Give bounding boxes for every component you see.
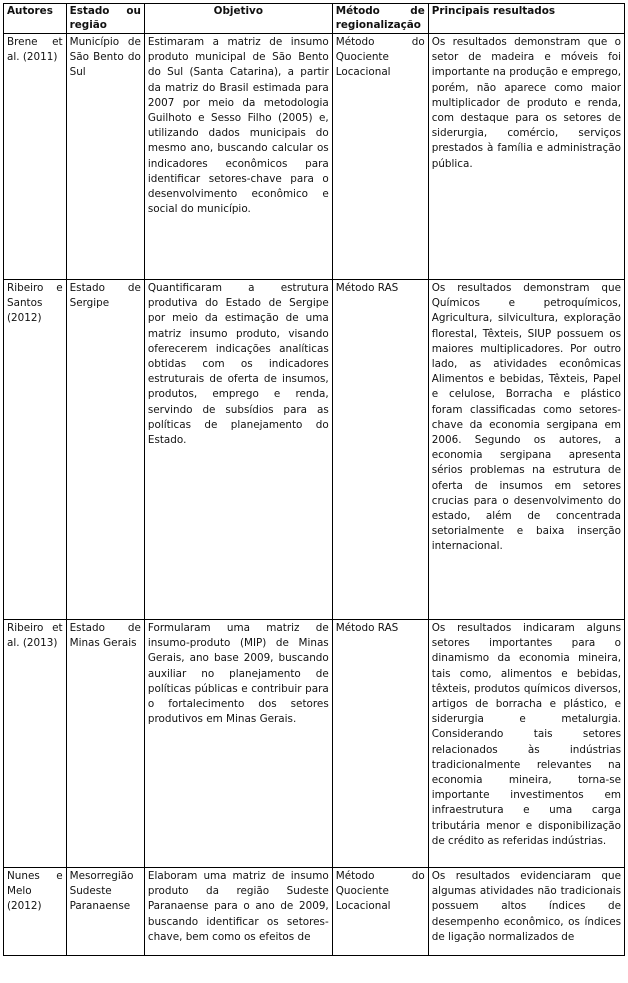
table-row [4, 868, 625, 956]
cell-region: Estado de Sergipe [66, 280, 144, 620]
cell-method: Método RAS [332, 280, 428, 620]
cell-author: Ribeiro e Santos (2012) [4, 280, 67, 620]
cell-method: Método do Quociente Locacional [332, 34, 428, 280]
cell-author: Ribeiro et al. (2013) [4, 620, 67, 868]
cell-region: Mesorregião Sudeste Paranaense [66, 868, 144, 956]
regional-io-studies-table [3, 3, 625, 956]
cell-method: Método do Quociente Locacional [332, 868, 428, 956]
header-objetivo: Objetivo [144, 4, 332, 34]
cell-region: Estado de Minas Gerais [66, 620, 144, 868]
cell-objective: Estimaram a matriz de insumo produto municipal de São Bento do Sul (Santa Catarina), a partir da matriz do Brasil estimada para 2007 por meio da metodologia Guilhoto e Sesso Filho (2005) e, utilizando dados municipais do mesmo ano, buscando calcular os indicadores econômicos para identificar setores-chave para o desenvolvimento econômico e social do município. [144, 34, 332, 280]
cell-author: Brene et al. (2011) [4, 34, 67, 280]
cell-results: Os resultados evidenciaram que algumas atividades não tradicionais possuem altos índices de desempenho econômico, os índices de ligação normalizados de [428, 868, 624, 956]
cell-method: Método RAS [332, 620, 428, 868]
cell-results: Os resultados indicaram alguns setores importantes para o dinamismo da economia mineira, tais como, alimentos e bebidas, têxteis, produtos químicos diversos, artigos de borracha e plástico, e siderurgia e metalurgia. Considerando tais setores relacionados às indústrias tradicionalmente relevantes na economia mineira, torna-se importante investimentos em infraestrutura e uma carga tributária menor e disponibilização de crédito as referidas indústrias. [428, 620, 624, 868]
cell-results: Os resultados demonstram que Químicos e petroquímicos, Agricultura, silvicultura, exploração florestal, Têxteis, SIUP possuem os maiores multiplicadores. Por outro lado, as atividades econômicas Alimentos e bebidas, Têxteis, Papel e celulose, Borracha e plástico foram classificadas como setores-chave da economia sergipana em 2006. Segundo os autores, a economia sergipana apresenta sérios problemas na estrutura de oferta de insumos em setores crucias para o desenvolvimento do estado, além de concentrada setorialmente e baixa inserção internacional. [428, 280, 624, 620]
cell-objective: Quantificaram a estrutura produtiva do Estado de Sergipe por meio da estimação de uma matriz insumo produto, visando oferecerem indicações analíticas obtidas com os indicadores estruturais de oferta de insumos, produtos, emprego e renda, servindo de subsídios para as políticas de planejamento do Estado. [144, 280, 332, 620]
cell-region: Município de São Bento do Sul [66, 34, 144, 280]
cell-results: Os resultados demonstram que o setor de madeira e móveis foi importante na produção e emprego, porém, não aparece como maior multiplicador de produto e renda, com destaque para os setores de siderurgia, comércio, serviços prestados à família e administração pública. [428, 34, 624, 280]
header-resultados: Principais resultados [428, 4, 624, 34]
cell-objective: Formularam uma matriz de insumo-produto (MIP) de Minas Gerais, ano base 2009, buscando auxiliar no planejamento de políticas públicas e contribuir para o fortalecimento dos setores produtivos em Minas Gerais. [144, 620, 332, 868]
header-autores: Autores [4, 4, 67, 34]
header-estado-regiao: Estado ou região [66, 4, 144, 34]
table-header-row [4, 4, 625, 34]
cell-author: Nunes e Melo (2012) [4, 868, 67, 956]
table-row [4, 620, 625, 868]
table-row [4, 34, 625, 280]
table-row [4, 280, 625, 620]
header-metodo: Método de regionalização [332, 4, 428, 34]
cell-objective: Elaboram uma matriz de insumo produto da região Sudeste Paranaense para o ano de 2009, buscando identificar os setores-chave, bem como os efeitos de [144, 868, 332, 956]
